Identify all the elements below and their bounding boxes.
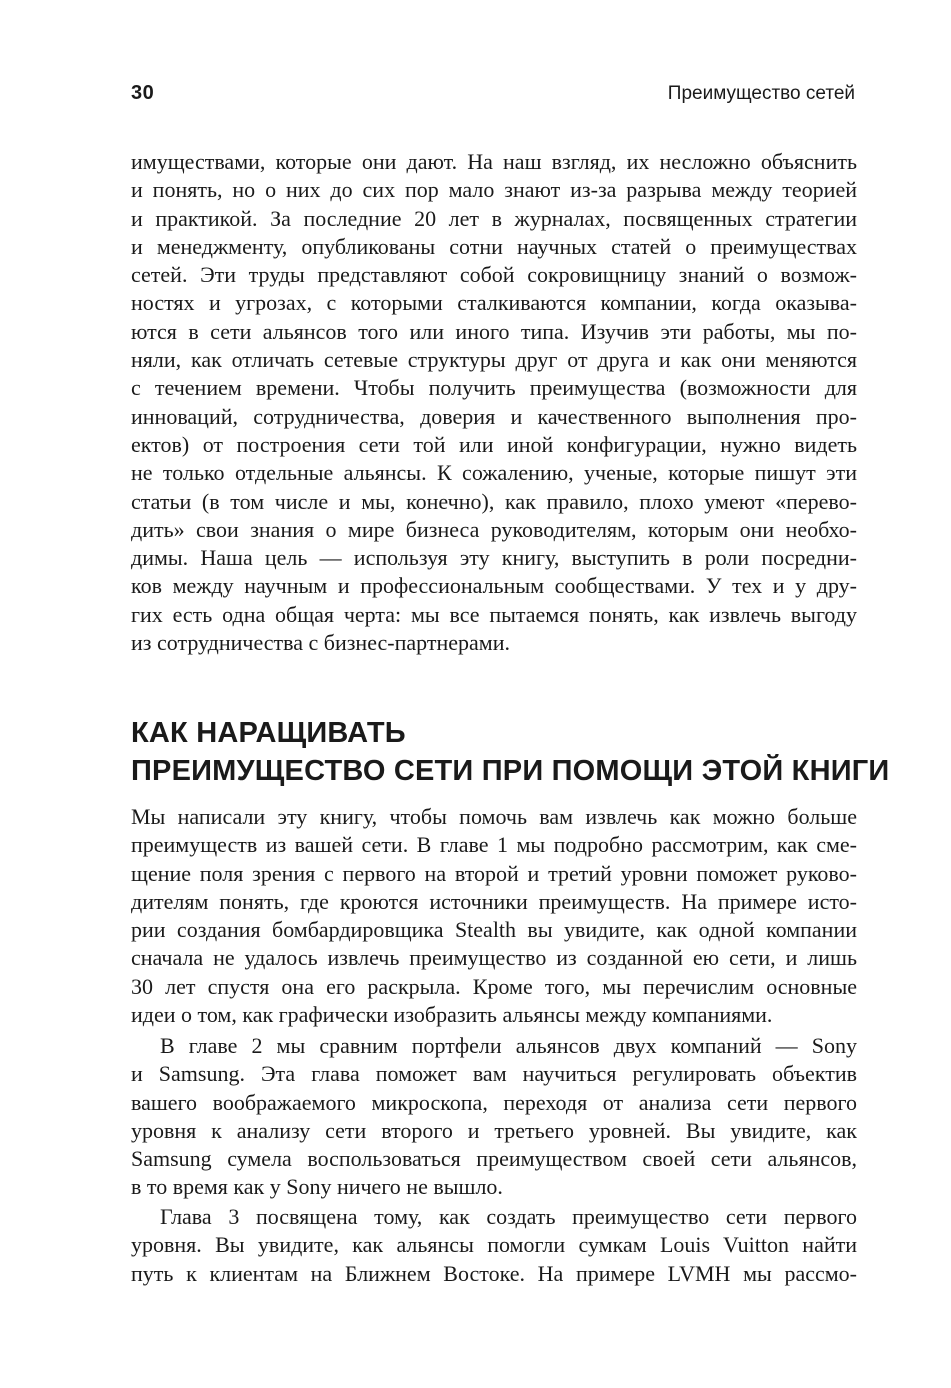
text-line: вашего воображаемого микроскопа, переходя от анализа сети первого (131, 1089, 857, 1115)
text-line: идеи о том, как графически изобразить альянсы между компаниями. (131, 1002, 773, 1028)
text-line: и Samsung. Эта глава поможет вам научиться регулировать объектив (131, 1061, 857, 1087)
text-line: путь к клиентам на Ближнем Востоке. На примере LVMH мы рассмо- (131, 1260, 857, 1286)
text-line: 30 лет спустя она его раскрыла. Кроме того, мы перечислим основные (131, 973, 857, 999)
text-line: инноваций, сотрудничества, доверия и качественного выполнения про- (131, 403, 857, 429)
running-title: Преимущество сетей (667, 83, 855, 104)
text-line: в то время как у Sony ничего не вышло. (131, 1174, 503, 1200)
text-line: и понять, но о них до сих пор мало знают из-за разрыва между теорией (131, 177, 857, 203)
text-line: ков между научным и профессиональным сообществами. У тех и у дру- (131, 573, 857, 599)
text-line: с течением времени. Чтобы получить преимущества (возможности для (131, 375, 857, 401)
paragraph-book-purpose (131, 803, 857, 1029)
text-line: щение поля зрения с первого на второй и третий уровни поможет руково- (131, 860, 857, 886)
text-line: Samsung сумела воспользоваться преимуществом своей сети альянсов, (131, 1146, 857, 1172)
text-line: и практикой. За последние 20 лет в журналах, посвященных стратегии (131, 205, 857, 231)
text-line: димы. Наша цель — используя эту книгу, выступить в роли посредни- (131, 545, 857, 571)
text-line: и менеджменту, опубликованы сотни научных статей о преимуществах (131, 233, 857, 259)
section-heading-line-2: ПРЕИМУЩЕСТВО СЕТИ ПРИ ПОМОЩИ ЭТОЙ КНИГИ (131, 755, 890, 787)
paragraph-chapter-3 (131, 1203, 857, 1288)
text-line: дителям понять, где кроются источники преимуществ. На примере исто- (131, 888, 857, 914)
text-line: имуществами, которые они дают. На наш взгляд, их несложно объяснить (131, 149, 857, 174)
text-line: сначала не удалось извлечь преимущество из созданной ею сети, и лишь (131, 945, 857, 971)
text-line: ектов) от построения сети той или иной конфигурации, нужно видеть (131, 431, 857, 457)
text-line: В главе 2 мы сравним портфели альянсов двух компаний — Sony (160, 1033, 857, 1058)
text-line: дить» свои знания о мире бизнеса руководителям, которым они необхо- (131, 516, 857, 542)
text-line: ются в сети альянсов того или иного типа. Изучив эти работы, мы по- (131, 318, 857, 344)
text-line: Мы написали эту книгу, чтобы помочь вам извлечь как можно больше (131, 804, 857, 829)
text-line: преимуществ из вашей сети. В главе 1 мы подробно рассмотрим, как сме- (131, 832, 857, 858)
text-line: гих есть одна общая черта: мы все пытаемся понять, как извлечь выгоду (131, 601, 857, 627)
page-number: 30 (131, 82, 155, 104)
text-line: статьи (в том числе и мы, конечно), как правило, плохо умеют «перево- (131, 488, 857, 514)
section-heading-line-1: КАК НАРАЩИВАТЬ (131, 717, 406, 749)
text-line: няли, как отличать сетевые структуры друг от друга и как они меняются (131, 347, 857, 373)
text-line: ностях и угрозах, с которыми сталкиваются компании, когда оказыва- (131, 290, 857, 316)
text-line: рии создания бомбардировщика Stealth вы увидите, как одной компании (131, 917, 857, 943)
text-line: уровня. Вы увидите, как альянсы помогли сумкам Louis Vuitton найти (131, 1232, 857, 1258)
running-header (131, 82, 855, 112)
text-line: из сотрудничества с бизнес-партнерами. (131, 630, 510, 656)
paragraph-chapter-2 (131, 1032, 857, 1202)
text-line: сетей. Эти труды представляют собой сокровищницу знаний о возмож- (131, 262, 857, 288)
text-line: уровня к анализу сети второго и третьего уровней. Вы увидите, как (131, 1117, 857, 1143)
paragraph-intro-continued (131, 148, 857, 657)
text-line: не только отдельные альянсы. К сожалению, ученые, которые пишут эти (131, 460, 857, 486)
section-heading (131, 714, 890, 790)
text-line: Глава 3 посвящена тому, как создать преимущество сети первого (160, 1204, 857, 1229)
